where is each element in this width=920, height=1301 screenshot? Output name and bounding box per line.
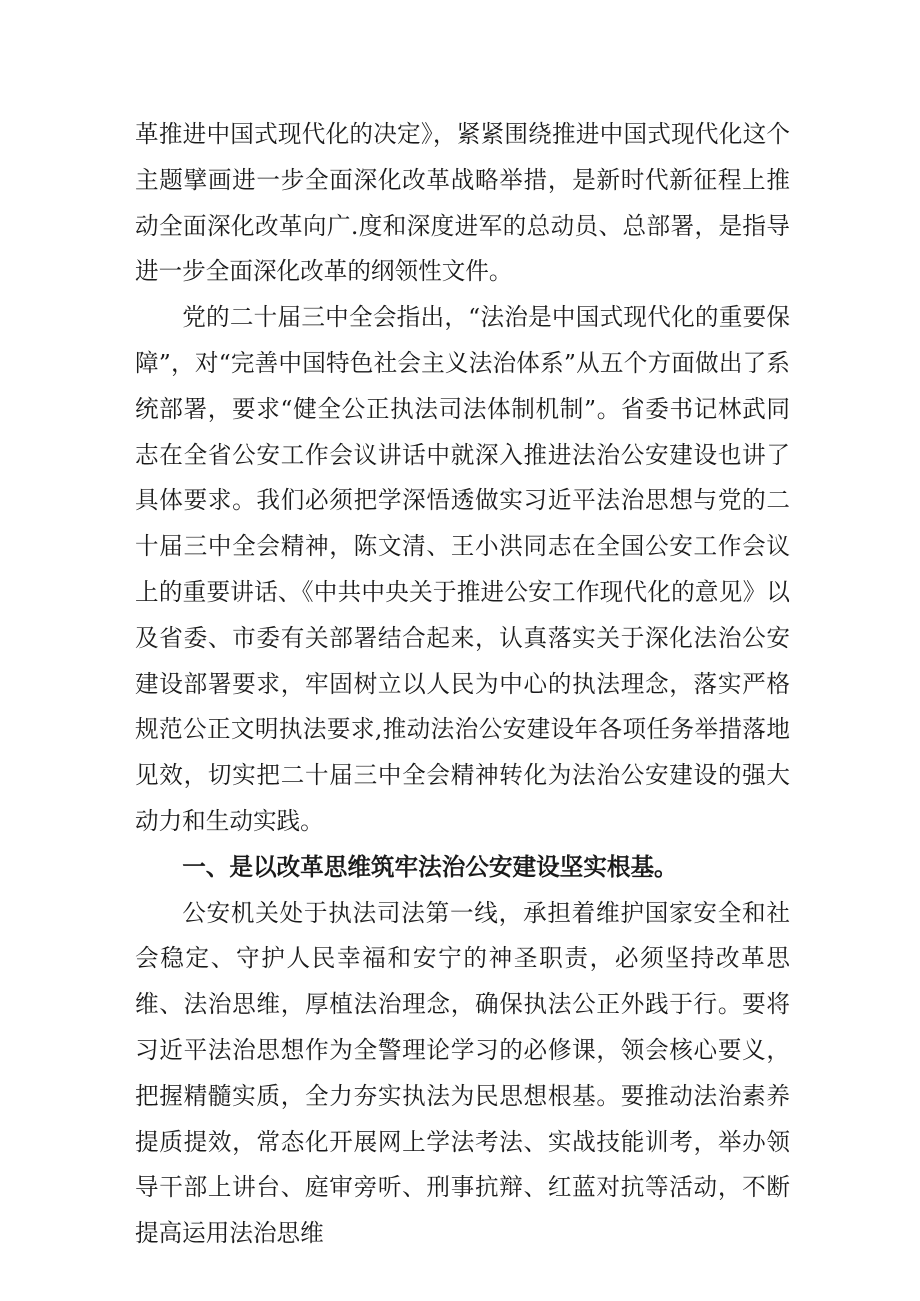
- paragraph-public-security-organs: 公安机关处于执法司法第一线，承担着维护国家安全和社会稳定、守护人民幸福和安宁的神圣职责，必须坚持改革思维、法治思维，厚植法治理念，确保执法公正外践于行。要将习近平法治思想作为全警理论学习的必修课，领会核心要义，把握精髓实质，全力夯实执法为民思想根基。要推动法治素养提质提效，常态化开展网上学法考法、实战技能训考，举办领导干部上讲台、庭审旁听、刑事抗辩、红蓝对抗等活动，不断提高运用法治思维: [135, 898, 790, 1248]
- paragraph-plenum-rule-of-law: 党的二十届三中全会指出，“法治是中国式现代化的重要保障”，对“完善中国特色社会主义法治体系”从五个方面做出了系统部署，要求“健全公正执法司法体制机制”。省委书记林武同志在全省公安工作会议讲话中就深入推进法治公安建设也讲了具体要求。我们必须把学深悟透做实习近平法治思想与党的二十届三中全会精神，陈文清、王小洪同志在全国公安工作会议上的重要讲话、《中共中央关于推进公安工作现代化的意见》以及省委、市委有关部署结合起来，认真落实关于深化法治公安建设部署要求，牢固树立以人民为中心的执法理念，落实严格规范公正文明执法要求,推动法治公安建设年各项任务举措落地见效，切实把二十届三中全会精神转化为法治公安建设的强大动力和生动实践。: [135, 303, 790, 835]
- paragraph-continuation: 革推进中国式现代化的决定》，紧紧围绕推进中国式现代化这个主题擘画进一步全面深化改革战略举措，是新时代新征程上推动全面深化改革向广.度和深度进军的总动员、总部署，是指导进一步全面深化改革的纲领性文件。: [135, 120, 790, 286]
- document-page: [135, 112, 790, 1257]
- section-heading-1: 一、是以改革思维筑牢法治公安建设坚实根基。: [182, 852, 678, 881]
